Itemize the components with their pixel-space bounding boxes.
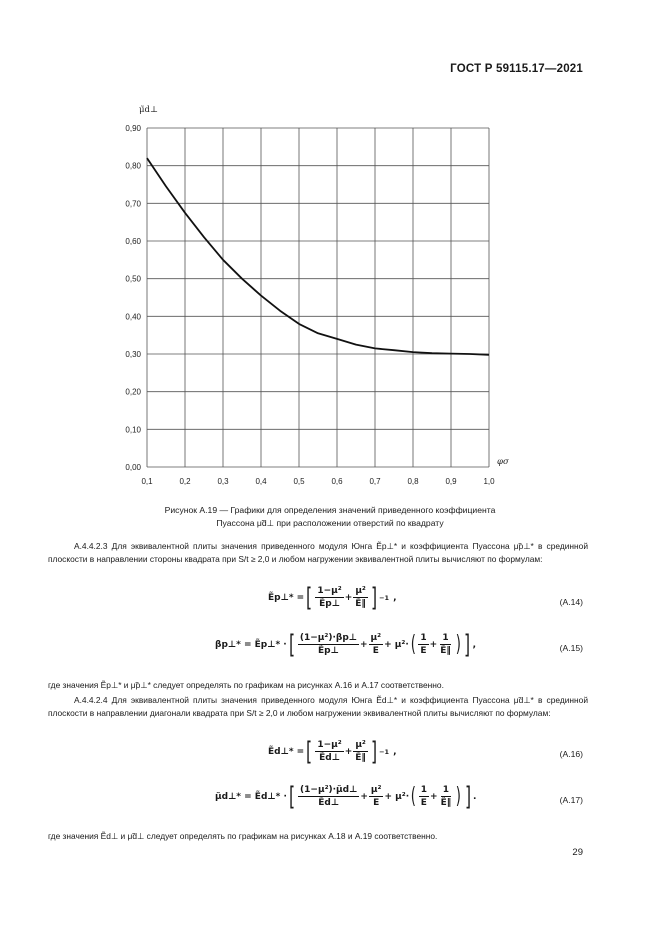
formula-a17-den2: E (373, 798, 380, 808)
formula-a16-den2: Ẽ‖ (355, 753, 366, 763)
x-tick-label: 0,6 (331, 477, 343, 486)
equation-number-a17: (А.17) (559, 795, 583, 805)
formula-a15: βp⊥* = Ẽp⊥* · [ $\frac{\text{(1−μ²)·βp⊥}}{\text{Ẽp⊥}}$ + $\frac{\text{μ²}}{E}$ + μ²· ( $\frac{1}{E}$ + $\frac{1}{\text{Ẽ‖}}$ ) ] , (215, 629, 477, 660)
paragraph-where-1 (48, 679, 588, 692)
formula-a14: Ẽp⊥* = [ $\frac{\text{1−μ²}}{\text{Ẽp⊥}}$ + $\frac{\text{μ²}}{\text{Ẽ‖}}$ ] −1 , (268, 582, 397, 613)
formula-a14-num2: μ² (355, 586, 366, 596)
y-axis-label: μ̃d⊥ (139, 105, 158, 115)
formula-a17-den3: E (420, 798, 427, 808)
formula-a17-den1: Ẽd⊥ (318, 798, 340, 808)
y-tick-label: 0,20 (125, 387, 141, 397)
figure-caption (100, 504, 560, 529)
formula-a17-num3: 1 (420, 785, 428, 795)
formula-a17-tail: . (472, 791, 477, 802)
formula-a15-den2: E (372, 646, 379, 656)
x-tick-label: 1,0 (483, 477, 495, 486)
y-tick-label: 0,70 (125, 199, 141, 209)
formula-a15-num3: 1 (420, 633, 427, 643)
equation-number-a16: (А.16) (559, 749, 583, 759)
x-tick-label: 0,7 (369, 477, 381, 486)
formula-a15-den1: Ẽp⊥ (318, 646, 339, 656)
y-tick-label: 0,60 (125, 237, 141, 246)
formula-a15-lhs: βp⊥* = Ẽp⊥* · (215, 639, 287, 650)
formula-a14-num1: 1−μ² (317, 586, 342, 596)
formula-a16-den1: Ẽd⊥ (319, 753, 340, 763)
formula-a16-tail: , (393, 746, 397, 757)
x-tick-label: 0,8 (407, 477, 419, 486)
formula-a15-num2: μ² (370, 633, 382, 643)
formula-a16-num1: 1−μ² (317, 740, 342, 750)
formula-a17-num4: 1 (442, 785, 450, 795)
formula-a17-den4: Ẽ‖ (440, 798, 452, 808)
x-tick-label: 0,4 (255, 477, 267, 486)
formula-a15-num4: 1 (442, 633, 449, 643)
paragraph-a4424-text: А.4.4.2.4 Для эквивалентной плиты значения приведенного модуля Юнга Ẽd⊥* и коэффициента Пуассона μ̃d⊥* в срединной плоскости в направлении диагонали квадрата при S/t ≥ 2,0 и любом нагружении эквивалентной плиты вычисляют по формулам: (48, 695, 588, 718)
equation-number-a15: (А.15) (559, 643, 583, 653)
y-tick-label: 0,30 (125, 350, 141, 359)
formula-a16-num2: μ² (355, 740, 366, 750)
paragraph-where-2 (48, 830, 588, 843)
caption-line-2: Пуассона μ̃d⊥ при расположении отверстий по квадрату (216, 517, 444, 528)
formula-a17-num1: (1−μ²)·μ̃d⊥ (300, 785, 358, 795)
formula-a16: Ẽd⊥* = [ $\frac{\text{1−μ²}}{\text{Ẽd⊥}}$ + $\frac{\text{μ²}}{\text{Ẽ‖}}$ ] −1 , (268, 736, 397, 767)
y-tick-label: 0,00 (125, 463, 141, 472)
formula-a17: μ̃d⊥* = Ẽd⊥* · [ $\frac{\text{(1−μ²)·μ̃d⊥}}{\text{Ẽd⊥}}$ + $\frac{\text{μ²}}{E}$ + μ²· ( $\frac{1}{E}$ + $\frac{1}{\text{Ẽ‖}}$ ) ] . (215, 781, 477, 812)
formula-a14-lhs: Ẽp⊥* = (268, 592, 305, 603)
x-tick-label: 0,9 (445, 477, 457, 486)
y-tick-label: 0,50 (125, 274, 141, 284)
formula-a15-num1: (1−μ²)·βp⊥ (299, 633, 357, 643)
formula-a16-exp: −1 (379, 747, 390, 756)
x-tick-label: 0,3 (217, 477, 229, 486)
formula-a14-tail: , (393, 592, 397, 603)
document-header: ГОСТ Р 59115.17—2021 (450, 63, 583, 75)
formula-a16-lhs: Ẽd⊥* = (268, 746, 305, 757)
formula-a17-mid: + μ²· (384, 791, 410, 802)
formula-a17-num2: μ² (370, 785, 382, 795)
y-tick-label: 0,90 (125, 124, 141, 133)
formula-a17-lhs: μ̃d⊥* = Ẽd⊥* · (215, 791, 287, 802)
formula-a14-den2: Ẽ‖ (355, 599, 366, 609)
equation-number-a14: (А.14) (559, 597, 583, 607)
series-curve (147, 158, 489, 355)
formula-a15-den3: E (420, 646, 427, 656)
caption-line-1: Рисунок А.19 — Графики для определения значений приведенного коэффициента (164, 505, 496, 515)
formula-a14-exp: −1 (379, 593, 390, 602)
x-axis-label: φσ (497, 457, 509, 467)
y-tick-label: 0,10 (125, 425, 141, 435)
formula-a15-den4: Ẽ‖ (440, 646, 451, 656)
page-number: 29 (572, 847, 583, 858)
paragraph-a4423-text: А.4.4.2.3 Для эквивалентной плиты значения приведенного модуля Юнга Ẽp⊥* и коэффициента Пуассона μ̃p⊥* в срединной плоскости в направлении стороны квадрата при S/t ≥ 2,0 и любом нагружении эквивалентной плиты вычисляют по формулам: (48, 541, 588, 564)
formula-a14-den1: Ẽp⊥ (319, 599, 340, 609)
formula-a15-tail: , (472, 639, 477, 650)
formula-a15-mid: + μ²· (384, 639, 409, 650)
x-tick-label: 0,5 (293, 477, 305, 486)
paragraph-a4424 (48, 694, 588, 719)
paragraph-where-1-text: где значения Ẽp⊥* и μ̃p⊥* следует определять по графикам на рисунках А.16 и А.17 соответственно. (48, 680, 444, 690)
x-tick-label: 0,1 (141, 477, 153, 486)
y-tick-label: 0,40 (125, 312, 141, 322)
y-tick-label: 0,80 (125, 161, 141, 171)
x-tick-label: 0,2 (179, 477, 191, 486)
paragraph-a4423 (48, 540, 588, 565)
paragraph-where-2-text: где значения Ẽd⊥ и μ̃d⊥ следует определять по графикам на рисунках А.18 и А.19 соответственно. (48, 831, 438, 841)
